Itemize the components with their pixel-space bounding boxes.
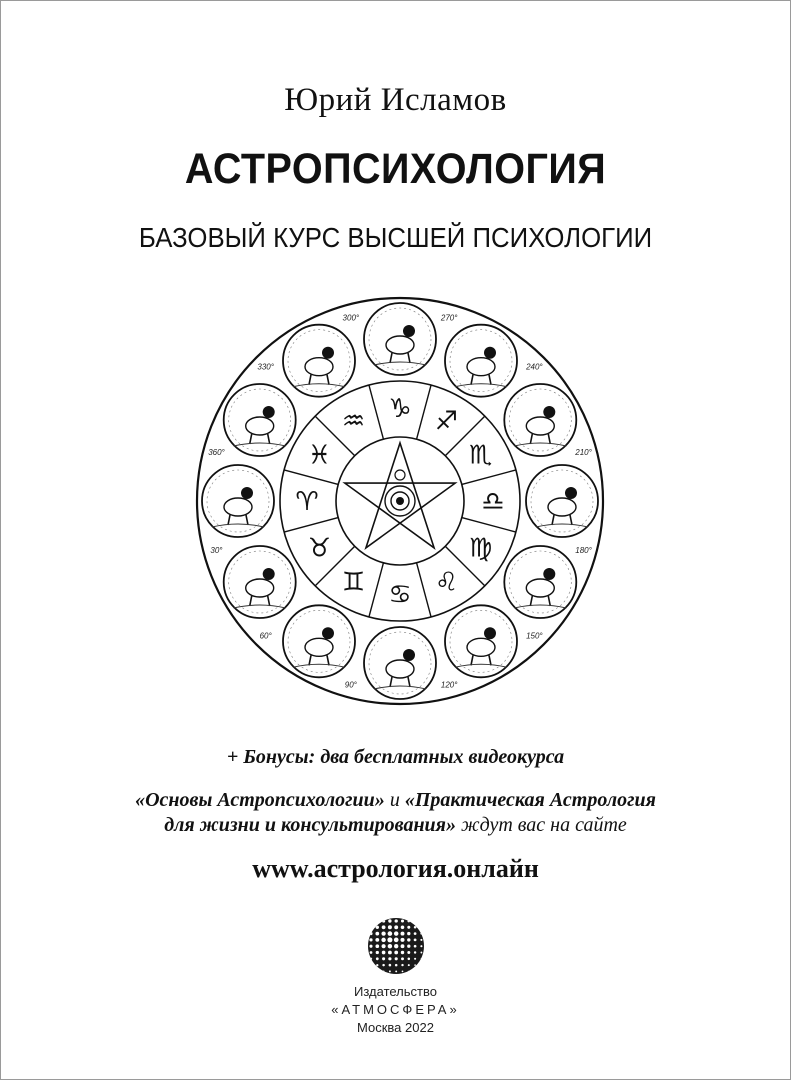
publisher-city-year: Москва 2022	[357, 1020, 434, 1035]
degree-label: 240°	[526, 362, 543, 372]
publisher-block	[0, 983, 791, 1037]
water-bearer-icon	[283, 325, 355, 397]
zodiac-glyph: ♏	[468, 440, 493, 471]
zodiac-glyph: ♌	[434, 567, 459, 598]
book-subtitle: БАЗОВЫЙ КУРС ВЫСШЕЙ ПСИХОЛОГИИ	[138, 222, 653, 253]
degree-label: 300°	[342, 313, 360, 323]
zodiac-glyph: ♋	[388, 580, 412, 610]
course-1-title: «Основы Астропсихологии»	[135, 789, 385, 811]
degree-label: 210°	[575, 447, 592, 457]
scorpion-icon	[504, 384, 576, 456]
ram-icon	[202, 465, 274, 537]
bonus-line: + Бонусы: два бесплатных видеокурса	[226, 746, 565, 768]
courses-conjunction: и	[384, 789, 405, 811]
zodiac-glyph: ♓	[307, 440, 332, 471]
degree-label: 90°	[344, 680, 357, 690]
zodiac-glyph: ♉	[307, 533, 332, 564]
zodiac-wheel	[195, 296, 605, 706]
course-2-title-line1: «Практическая Астрология	[404, 789, 656, 811]
centaur-archer-icon	[445, 325, 517, 397]
author-name: Юрий Исламов	[284, 82, 507, 118]
zodiac-glyph: ♊	[341, 567, 366, 598]
twins-icon	[283, 605, 355, 677]
publisher-name: «АТМОСФЕРА»	[331, 1002, 460, 1017]
degree-label: 360°	[208, 447, 225, 457]
zodiac-glyph: ♎	[481, 487, 505, 517]
bull-icon	[224, 546, 296, 618]
website-url: www.астрология.онлайн	[252, 854, 539, 883]
degree-label: 150°	[526, 631, 543, 641]
maiden-icon	[504, 546, 576, 618]
pentagram-icon	[345, 443, 455, 548]
zodiac-glyph: ♑	[388, 394, 412, 424]
degree-label: 60°	[259, 631, 272, 641]
book-title: АСТРОПСИХОЛОГИЯ	[184, 145, 607, 193]
degree-label: 180°	[575, 546, 592, 556]
fish-icon	[224, 384, 296, 456]
publisher-label: Издательство	[354, 984, 437, 999]
courses-tail: ждут вас на сайте	[455, 814, 627, 836]
goat-icon	[364, 303, 436, 375]
zodiac-glyph: ♒	[341, 406, 366, 437]
degree-label: 330°	[257, 362, 274, 372]
course-2-title-line2: для жизни и консультирования»	[164, 814, 456, 836]
publisher-logo	[367, 917, 425, 975]
scales-icon	[526, 465, 598, 537]
degree-label: 270°	[440, 313, 458, 323]
degree-label: 30°	[210, 546, 223, 556]
zodiac-glyph: ♍	[468, 533, 493, 564]
degree-label: 120°	[440, 680, 458, 690]
courses-text	[0, 788, 791, 838]
lion-icon	[445, 605, 517, 677]
crab-icon	[364, 627, 436, 699]
zodiac-glyph: ♐	[434, 406, 459, 437]
zodiac-glyph: ♈	[295, 487, 319, 517]
